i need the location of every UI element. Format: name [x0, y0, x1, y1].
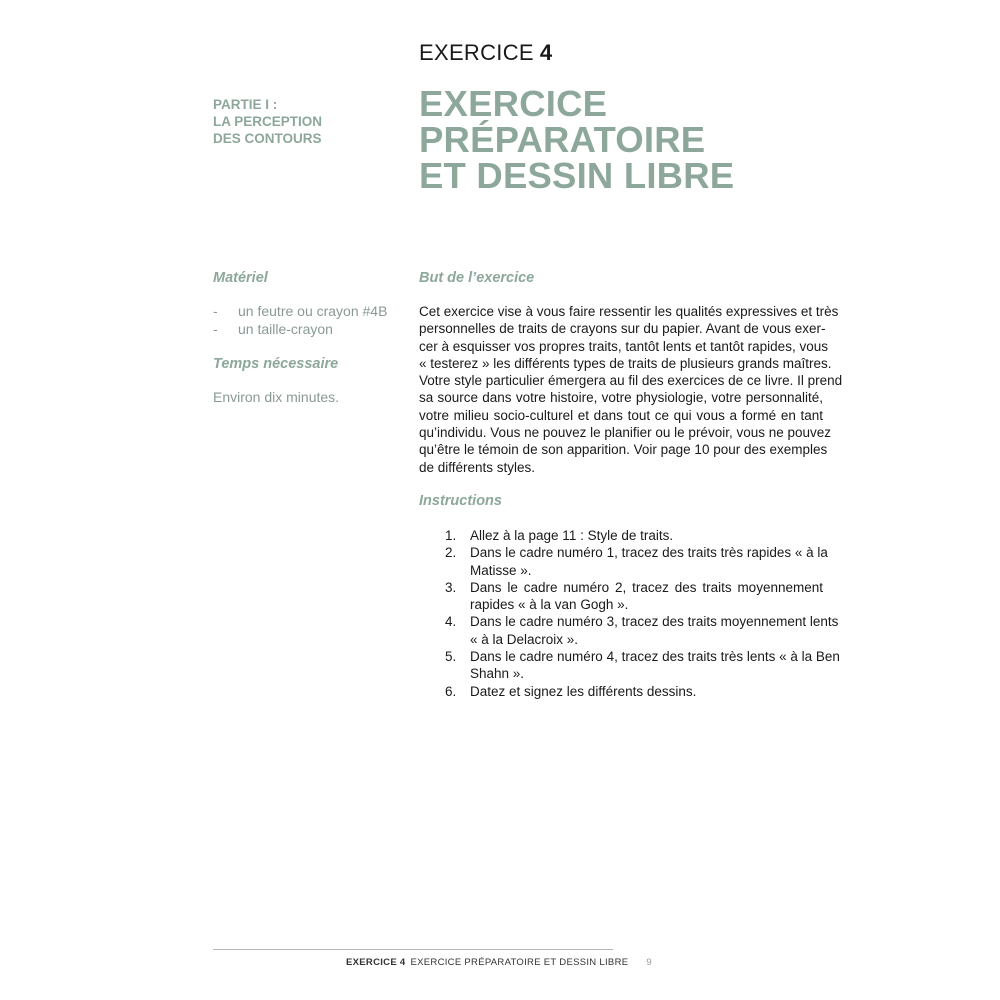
list-item [213, 303, 387, 321]
step-text: Datez et signez les différents dessins. [470, 683, 697, 699]
paragraph-line: votre milieu socio-culturel et dans tout ce qui vous a formé en tant [419, 407, 823, 423]
instructions-list [419, 527, 840, 700]
paragraph-line: Votre style particulier émergera au fil des exercices de ce livre. Il prend [419, 373, 843, 389]
step-text: Matisse ». [470, 562, 532, 578]
step-number: 3. [445, 579, 457, 595]
instruction-step [419, 683, 823, 700]
page-title-line: ET DESSIN LIBRE [419, 155, 735, 196]
paragraph-line: Cet exercice vise à vous faire ressentir les qualités expressives et très [419, 304, 839, 319]
page-title-line: PRÉPARATOIRE [419, 119, 706, 160]
paragraph-line: qu’individu. Vous ne pouvez le planifier ou le prévoir, vous ne pouvez [419, 425, 832, 441]
materials-list [213, 303, 387, 338]
part-label-line: LA PERCEPTION [213, 114, 323, 129]
paragraph-line: de différents styles. [419, 459, 536, 475]
materials-heading: Matériel [213, 270, 268, 286]
footer-divider [213, 949, 613, 950]
page-footer [346, 957, 652, 968]
footer-title: EXERCICE PRÉPARATOIRE ET DESSIN LIBRE [410, 957, 629, 968]
step-text: rapides « à la van Gogh ». [470, 597, 629, 613]
step-text: Allez à la page 11 : Style de traits. [470, 528, 674, 543]
list-bullet: - [213, 303, 218, 319]
paragraph-line: sa source dans votre histoire, votre physiologie, votre personnalité, [419, 390, 823, 406]
step-text: Dans le cadre numéro 2, tracez des traits moyennement [470, 579, 823, 595]
list-bullet: - [213, 320, 218, 337]
part-label-line: PARTIE I : [213, 97, 278, 112]
goal-heading: But de l’exercice [419, 270, 535, 286]
list-item-text: un taille-crayon [238, 320, 333, 337]
step-number: 5. [445, 649, 457, 665]
step-number: 2. [445, 545, 457, 561]
step-number: 6. [445, 683, 457, 699]
step-text: Shahn ». [470, 666, 525, 682]
goal-paragraph [419, 303, 843, 476]
step-text: Dans le cadre numéro 3, tracez des traits moyennement lents [470, 614, 839, 630]
instruction-step [419, 648, 840, 683]
exercise-label: EXERCICE [419, 40, 534, 65]
exercise-header [419, 40, 552, 66]
part-label-line: DES CONTOURS [213, 131, 322, 146]
instruction-step [419, 613, 839, 648]
step-text: Dans le cadre numéro 4, tracez des traits très lents « à la Ben [470, 649, 840, 665]
time-heading: Temps nécessaire [213, 356, 339, 372]
instruction-step [419, 544, 828, 579]
time-text: Environ dix minutes. [213, 389, 340, 405]
exercise-number: 4 [539, 40, 553, 65]
step-number: 1. [445, 528, 457, 543]
page-number: 9 [646, 957, 652, 968]
step-text: Dans le cadre numéro 1, tracez des traits très rapides « à la [470, 545, 828, 561]
paragraph-line: « testerez » les différents types de traits de plusieurs grands maîtres. [419, 355, 832, 371]
list-item [213, 321, 387, 339]
page-title [419, 83, 735, 196]
paragraph-line: cer à esquisser vos propres traits, tantôt lents et tantôt rapides, vous [419, 338, 828, 354]
instruction-step [419, 527, 823, 544]
instruction-step [419, 579, 823, 614]
part-label [213, 96, 322, 147]
list-item-text: un feutre ou crayon #4B [238, 303, 388, 319]
instructions-heading: Instructions [419, 493, 502, 509]
page-title-line: EXERCICE [419, 83, 608, 124]
paragraph-line: personnelles de traits de crayons sur du papier. Avant de vous exer- [419, 321, 826, 337]
step-text: « à la Delacroix ». [470, 631, 579, 647]
step-number: 4. [445, 614, 457, 630]
footer-exercise: EXERCICE 4 [346, 957, 406, 968]
paragraph-line: qu’être le témoin de son apparition. Voir page 10 pour des exemples [419, 442, 828, 458]
